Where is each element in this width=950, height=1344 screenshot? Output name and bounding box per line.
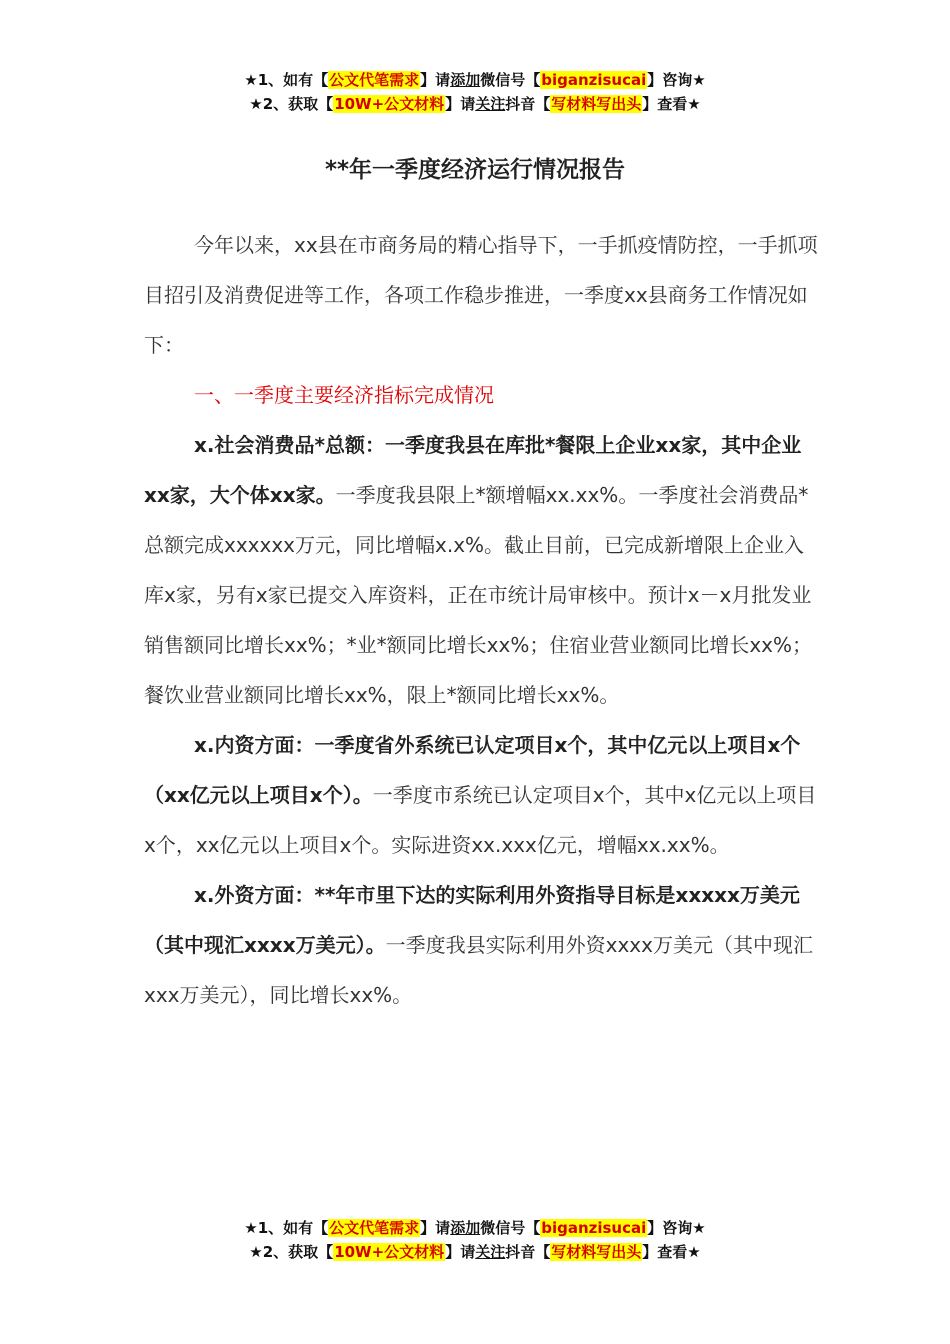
header-banner [0, 68, 950, 116]
paragraph-lead: x.外资方面：**年市里下达的实际利用外资指导目标是xxxxx万美元（其中现汇xxxx万美元）。 [144, 883, 800, 957]
paragraph-foreign-capital: x.外资方面：**年市里下达的实际利用外资指导目标是xxxxx万美元（其中现汇xxxx万美元）。一季度我县实际利用外资xxxx万美元（其中现汇xxx万美元），同比增长xx%。 [144, 883, 813, 1007]
banner-line-1: ★1、如有【公文代笔需求】请添加微信号【biganzisucai】咨询★ [244, 1219, 706, 1237]
douyin-account: 写材料写出头 [551, 95, 642, 113]
paragraph-lead: x.社会消费品*总额：一季度我县在库批*餐限上企业xx家，其中企业xx家，大个体xx家。 [144, 433, 802, 507]
document-body [144, 220, 824, 1020]
banner-line-2: ★2、获取【10W+公文材料】请关注抖音【写材料写出头】查看★ [249, 95, 701, 113]
wechat-id: biganzisucai [541, 1219, 647, 1237]
highlight-text: 10W+公文材料 [334, 95, 445, 113]
banner-line-1: ★1、如有【公文代笔需求】请添加微信号【biganzisucai】咨询★ [244, 71, 706, 89]
underlined-text: 关注 [475, 1243, 506, 1261]
douyin-account: 写材料写出头 [551, 1243, 642, 1261]
underlined-text: 关注 [475, 95, 506, 113]
underlined-text: 添加 [450, 1219, 481, 1237]
banner-line-2: ★2、获取【10W+公文材料】请关注抖音【写材料写出头】查看★ [249, 1243, 701, 1261]
page-title: **年一季度经济运行情况报告 [324, 157, 626, 183]
footer-banner [0, 1216, 950, 1264]
intro-paragraph: 今年以来，xx县在市商务局的精心指导下，一手抓疫情防控，一手抓项目招引及消费促进等工作，各项工作稳步推进，一季度xx县商务工作情况如下： [144, 233, 818, 357]
highlight-text: 公文代笔需求 [329, 1219, 420, 1237]
paragraph-domestic-capital: x.内资方面：一季度省外系统已认定项目x个，其中亿元以上项目x个（xx亿元以上项目x个）。一季度市系统已认定项目x个，其中x亿元以上项目x个，xx亿元以上项目x个。实际进资xx.xxx亿元，增幅xx.xx%。 [144, 733, 817, 857]
highlight-text: 10W+公文材料 [334, 1243, 445, 1261]
highlight-text: 公文代笔需求 [329, 71, 420, 89]
wechat-id: biganzisucai [541, 71, 647, 89]
underlined-text: 添加 [450, 71, 481, 89]
section-heading: 一、一季度主要经济指标完成情况 [194, 383, 494, 407]
paragraph-consumer-goods: x.社会消费品*总额：一季度我县在库批*餐限上企业xx家，其中企业xx家，大个体xx家。一季度我县限上*额增幅xx.xx%。一季度社会消费品*总额完成xxxxxx万元，同比增幅x.x%。截止目前，已完成新增限上企业入库x家，另有x家已提交入库资料，正在市统计局审核中。预计x－x月批发业销售额同比增长xx%；*业*额同比增长xx%；住宿业营业额同比增长xx%；餐饮业营业额同比增长xx%，限上*额同比增长xx%。 [144, 433, 813, 707]
paragraph-lead: x.内资方面：一季度省外系统已认定项目x个，其中亿元以上项目x个（xx亿元以上项目x个）。 [144, 733, 801, 807]
